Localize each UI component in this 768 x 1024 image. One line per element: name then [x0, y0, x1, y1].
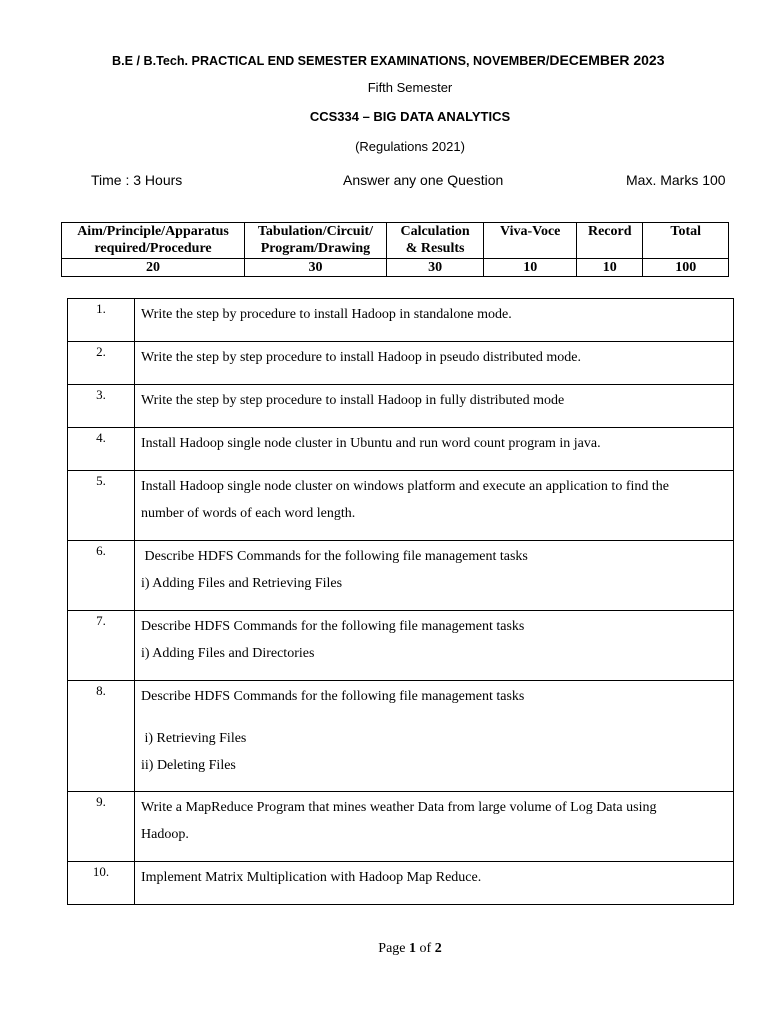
marks-header-cell	[386, 223, 484, 259]
question-line: Write the step by procedure to install Hadoop in standalone mode.	[141, 307, 512, 322]
marks-header-text: Viva-Voce	[500, 224, 561, 239]
question-row	[68, 541, 734, 611]
exam-title-tail: DECEMBER 2023	[549, 52, 665, 68]
question-row	[68, 385, 734, 428]
question-line: number of words of each word length.	[141, 506, 356, 521]
marks-value-cell: 20	[62, 259, 245, 277]
question-line: Write the step by step procedure to install Hadoop in fully distributed mode	[141, 393, 565, 408]
page-label: Page	[378, 941, 410, 956]
marks-header-row	[62, 223, 729, 259]
marks-header-text: Calculation	[400, 224, 470, 239]
question-line: i) Adding Files and Directories	[141, 646, 315, 661]
marks-header-text: & Results	[405, 241, 465, 256]
question-text	[135, 792, 734, 862]
marks-values-row	[62, 259, 729, 277]
question-line: Write the step by step procedure to install Hadoop in pseudo distributed mode.	[141, 350, 581, 365]
question-number: 6.	[68, 541, 135, 611]
marks-header-cell	[643, 223, 729, 259]
question-row	[68, 792, 734, 862]
question-row	[68, 342, 734, 385]
marks-header-text: Record	[587, 224, 632, 239]
marks-header-cell	[577, 223, 643, 259]
question-number: 5.	[68, 471, 135, 541]
question-line: Describe HDFS Commands for the following file management tasks	[141, 549, 528, 564]
question-line: Describe HDFS Commands for the following file management tasks	[141, 689, 525, 704]
question-number: 4.	[68, 428, 135, 471]
marks-header-cell	[62, 223, 245, 259]
question-line: ii) Deleting Files	[141, 758, 236, 773]
question-text	[135, 299, 734, 342]
question-number: 1.	[68, 299, 135, 342]
question-line: i) Retrieving Files	[141, 731, 247, 746]
question-line: Install Hadoop single node cluster on windows platform and execute an application to find the	[141, 479, 669, 494]
course-title: CCS334 – BIG DATA ANALYTICS	[309, 109, 511, 124]
question-line: Install Hadoop single node cluster in Ubuntu and run word count program in java.	[141, 436, 601, 451]
question-line: Hadoop.	[141, 827, 189, 842]
regulations: (Regulations 2021)	[355, 139, 465, 154]
exam-duration: Time : 3 Hours	[91, 172, 183, 188]
question-row	[68, 471, 734, 541]
question-text	[135, 541, 734, 611]
question-line: i) Adding Files and Retrieving Files	[141, 576, 343, 591]
exam-instruction: Answer any one Question	[343, 172, 504, 188]
question-row	[68, 862, 734, 905]
question-number: 10.	[68, 862, 135, 905]
question-number: 8.	[68, 681, 135, 792]
question-text	[135, 611, 734, 681]
question-number: 9.	[68, 792, 135, 862]
marks-value-cell: 30	[386, 259, 484, 277]
question-text	[135, 471, 734, 541]
question-text	[135, 681, 734, 792]
max-marks: Max. Marks 100	[626, 172, 726, 188]
marks-header-text: Tabulation/Circuit/	[257, 224, 374, 239]
exam-title-main: B.E / B.Tech. PRACTICAL END SEMESTER EXAMINATIONS, NOVEMBER/	[112, 54, 550, 68]
marks-value-cell: 30	[245, 259, 387, 277]
question-line: Describe HDFS Commands for the following file management tasks	[141, 619, 525, 634]
question-number: 7.	[68, 611, 135, 681]
question-number: 2.	[68, 342, 135, 385]
page-total: 2	[434, 941, 442, 956]
question-row	[68, 611, 734, 681]
question-line: Write a MapReduce Program that mines weather Data from large volume of Log Data using	[141, 800, 657, 815]
marks-header-cell	[245, 223, 387, 259]
page-number	[0, 941, 768, 957]
marks-value-cell: 10	[577, 259, 643, 277]
question-line: Implement Matrix Multiplication with Hadoop Map Reduce.	[141, 870, 482, 885]
marks-header-cell	[484, 223, 577, 259]
marks-header-text: Total	[670, 224, 701, 239]
question-row	[68, 681, 734, 792]
marks-distribution-table	[61, 222, 729, 277]
semester: Fifth Semester	[367, 80, 453, 95]
question-text	[135, 342, 734, 385]
questions-table	[67, 298, 734, 905]
marks-header-text: Program/Drawing	[260, 241, 371, 256]
page-current: 1	[409, 941, 417, 956]
question-number: 3.	[68, 385, 135, 428]
question-text	[135, 862, 734, 905]
question-text	[135, 385, 734, 428]
marks-header-text: required/Procedure	[94, 241, 212, 256]
marks-value-cell: 100	[643, 259, 729, 277]
marks-value-cell: 10	[484, 259, 577, 277]
question-line	[141, 710, 727, 725]
question-text	[135, 428, 734, 471]
page-of: of	[416, 941, 435, 956]
question-row	[68, 299, 734, 342]
exam-title	[112, 52, 732, 68]
question-row	[68, 428, 734, 471]
marks-header-text: Aim/Principle/Apparatus	[77, 224, 229, 239]
